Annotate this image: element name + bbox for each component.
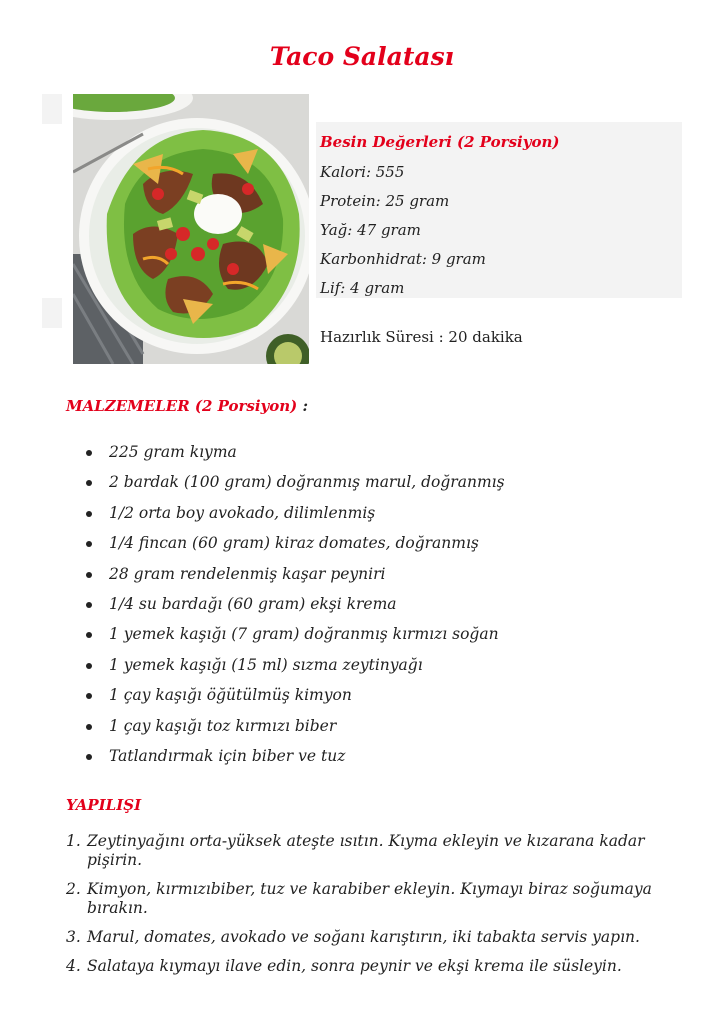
bullet-icon xyxy=(86,632,92,638)
step-item xyxy=(66,957,666,976)
nutrition-carbs: Karbonhidrat: 9 gram xyxy=(320,250,486,268)
step-text: Zeytinyağını orta-yüksek ateşte ısıtın. Kıyma ekleyin ve kızarana kadar pişirin. xyxy=(87,832,645,869)
bullet-icon xyxy=(86,572,92,578)
nutrition-fiber: Lif: 4 gram xyxy=(320,279,405,297)
ingredients-heading-colon: : xyxy=(302,397,309,415)
step-item xyxy=(66,928,666,947)
nutrition-box xyxy=(316,122,682,298)
list-item: Tatlandırmak için biber ve tuz xyxy=(86,746,505,776)
step-text: Salataya kıymayı ilave edin, sonra peynir ve ekşi krema ile süsleyin. xyxy=(87,957,622,975)
nutrition-fat: Yağ: 47 gram xyxy=(320,221,421,239)
method-heading: YAPILIŞI xyxy=(66,796,142,814)
step-item xyxy=(66,832,666,870)
step-text: Kimyon, kırmızıbiber, tuz ve karabiber ekleyin. Kıymayı biraz soğumaya bırakın. xyxy=(87,880,652,917)
bullet-icon xyxy=(86,663,92,669)
decorative-square xyxy=(42,94,62,124)
nutrition-heading: Besin Değerleri (2 Porsiyon) xyxy=(320,133,560,151)
salad-photo xyxy=(73,94,309,364)
list-item: 1 çay kaşığı öğütülmüş kimyon xyxy=(86,685,505,715)
bullet-icon xyxy=(86,450,92,456)
step-number: 3. xyxy=(66,928,81,946)
bullet-icon xyxy=(86,693,92,699)
bullet-icon xyxy=(86,541,92,547)
step-number: 1. xyxy=(66,832,81,850)
nutrition-calories: Kalori: 555 xyxy=(320,163,405,181)
list-item: 2 bardak (100 gram) doğranmış marul, doğranmış xyxy=(86,472,505,502)
list-item: 225 gram kıyma xyxy=(86,442,505,472)
bullet-icon xyxy=(86,511,92,517)
decorative-square xyxy=(42,298,62,328)
list-item: 1 çay kaşığı toz kırmızı biber xyxy=(86,716,505,746)
prep-time: Hazırlık Süresi : 20 dakika xyxy=(320,328,523,346)
bullet-icon xyxy=(86,602,92,608)
ingredients-heading-text: MALZEMELER (2 Porsiyon) xyxy=(66,397,298,415)
bullet-icon xyxy=(86,754,92,760)
bullet-icon xyxy=(86,480,92,486)
step-number: 4. xyxy=(66,957,81,975)
list-item: 1/4 su bardağı (60 gram) ekşi krema xyxy=(86,594,505,624)
list-item: 1/4 fincan (60 gram) kiraz domates, doğranmış xyxy=(86,533,505,563)
nutrition-protein: Protein: 25 gram xyxy=(320,192,450,210)
list-item: 1 yemek kaşığı (15 ml) sızma zeytinyağı xyxy=(86,655,505,685)
list-item: 1/2 orta boy avokado, dilimlenmiş xyxy=(86,503,505,533)
list-item: 28 gram rendelenmiş kaşar peyniri xyxy=(86,564,505,594)
step-item xyxy=(66,880,666,918)
ingredients-list xyxy=(86,442,505,776)
recipe-title: Taco Salatası xyxy=(269,42,455,71)
list-item: 1 yemek kaşığı (7 gram) doğranmış kırmızı soğan xyxy=(86,624,505,654)
method-steps xyxy=(66,832,666,986)
step-number: 2. xyxy=(66,880,81,898)
ingredients-heading xyxy=(66,396,308,416)
bullet-icon xyxy=(86,724,92,730)
step-text: Marul, domates, avokado ve soğanı karıştırın, iki tabakta servis yapın. xyxy=(87,928,640,946)
